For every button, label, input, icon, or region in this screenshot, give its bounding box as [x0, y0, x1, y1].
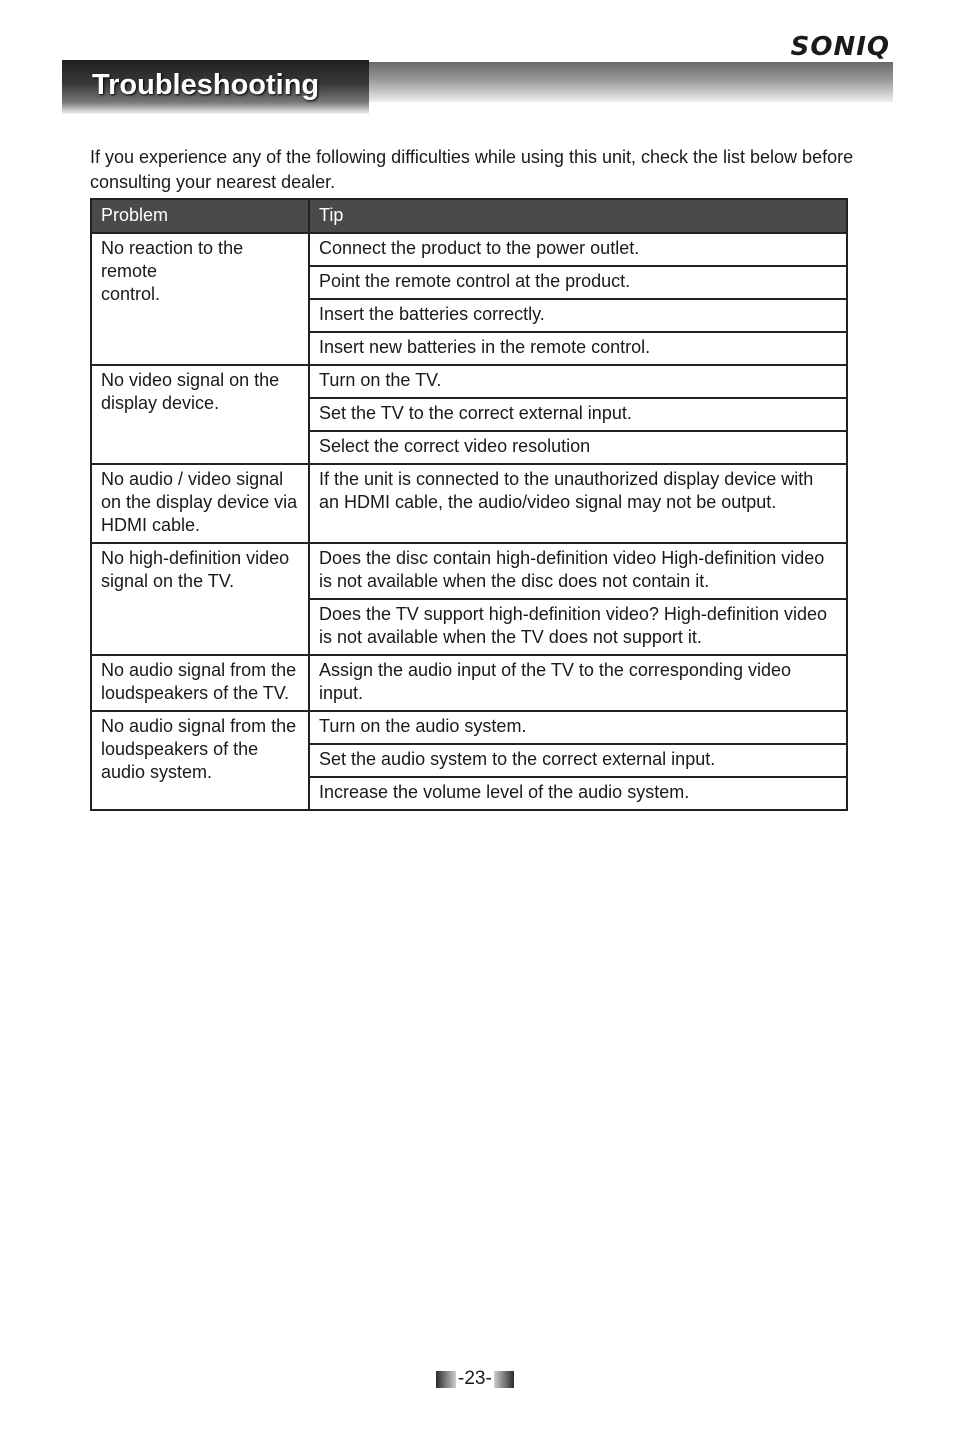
tip-cell: Assign the audio input of the TV to the corresponding video input. [309, 655, 847, 711]
table-row [91, 365, 847, 398]
table-row [91, 655, 847, 711]
page-footer [436, 1368, 514, 1390]
header-tip: Tip [309, 199, 847, 233]
page-title: Troubleshooting [92, 69, 320, 101]
problem-line: control. [101, 284, 161, 304]
tip-cell: Point the remote control at the product. [309, 266, 847, 299]
troubleshooting-table [90, 198, 848, 811]
problem-cell: No video signal on the display device. [91, 365, 309, 464]
problem-cell: No high-definition video signal on the TV. [91, 543, 309, 655]
tip-cell: If the unit is connected to the unauthorized display device with an HDMI cable, the audio/video signal may not be output. [309, 464, 847, 543]
table-row [91, 233, 847, 266]
tip-cell: Connect the product to the power outlet. [309, 233, 847, 266]
tip-cell: Increase the volume level of the audio system. [309, 777, 847, 810]
intro-paragraph: If you experience any of the following difficulties while using this unit, check the list below before consulting your nearest dealer. [90, 147, 854, 192]
page-number: -23- [458, 1368, 492, 1389]
problem-line: remote [101, 261, 158, 281]
brand-logo: SONIQ [790, 32, 890, 62]
problem-cell [91, 233, 309, 365]
page-number-right-block [494, 1371, 514, 1388]
problem-cell: No audio / video signal on the display device via HDMI cable. [91, 464, 309, 543]
tip-cell: Does the TV support high-definition video? High-definition video is not available when the TV does not support it. [309, 599, 847, 655]
tip-cell: Does the disc contain high-definition video High-definition video is not available when the disc does not contain it. [309, 543, 847, 599]
section-title-bar [62, 60, 369, 114]
title-bar-extension [369, 62, 893, 102]
page-number-left-block [436, 1371, 456, 1388]
table-row [91, 711, 847, 744]
problem-line: No reaction to the [101, 238, 244, 258]
header-problem: Problem [91, 199, 309, 233]
tip-cell: Set the audio system to the correct external input. [309, 744, 847, 777]
tip-cell: Select the correct video resolution [309, 431, 847, 464]
tip-cell: Turn on the TV. [309, 365, 847, 398]
tip-cell: Insert new batteries in the remote control. [309, 332, 847, 365]
table-row [91, 464, 847, 543]
problem-cell: No audio signal from the loudspeakers of the TV. [91, 655, 309, 711]
tip-cell: Insert the batteries correctly. [309, 299, 847, 332]
tip-cell: Set the TV to the correct external input. [309, 398, 847, 431]
problem-cell: No audio signal from the loudspeakers of the audio system. [91, 711, 309, 810]
table-row [91, 543, 847, 599]
table-header-row [91, 199, 847, 233]
tip-cell: Turn on the audio system. [309, 711, 847, 744]
